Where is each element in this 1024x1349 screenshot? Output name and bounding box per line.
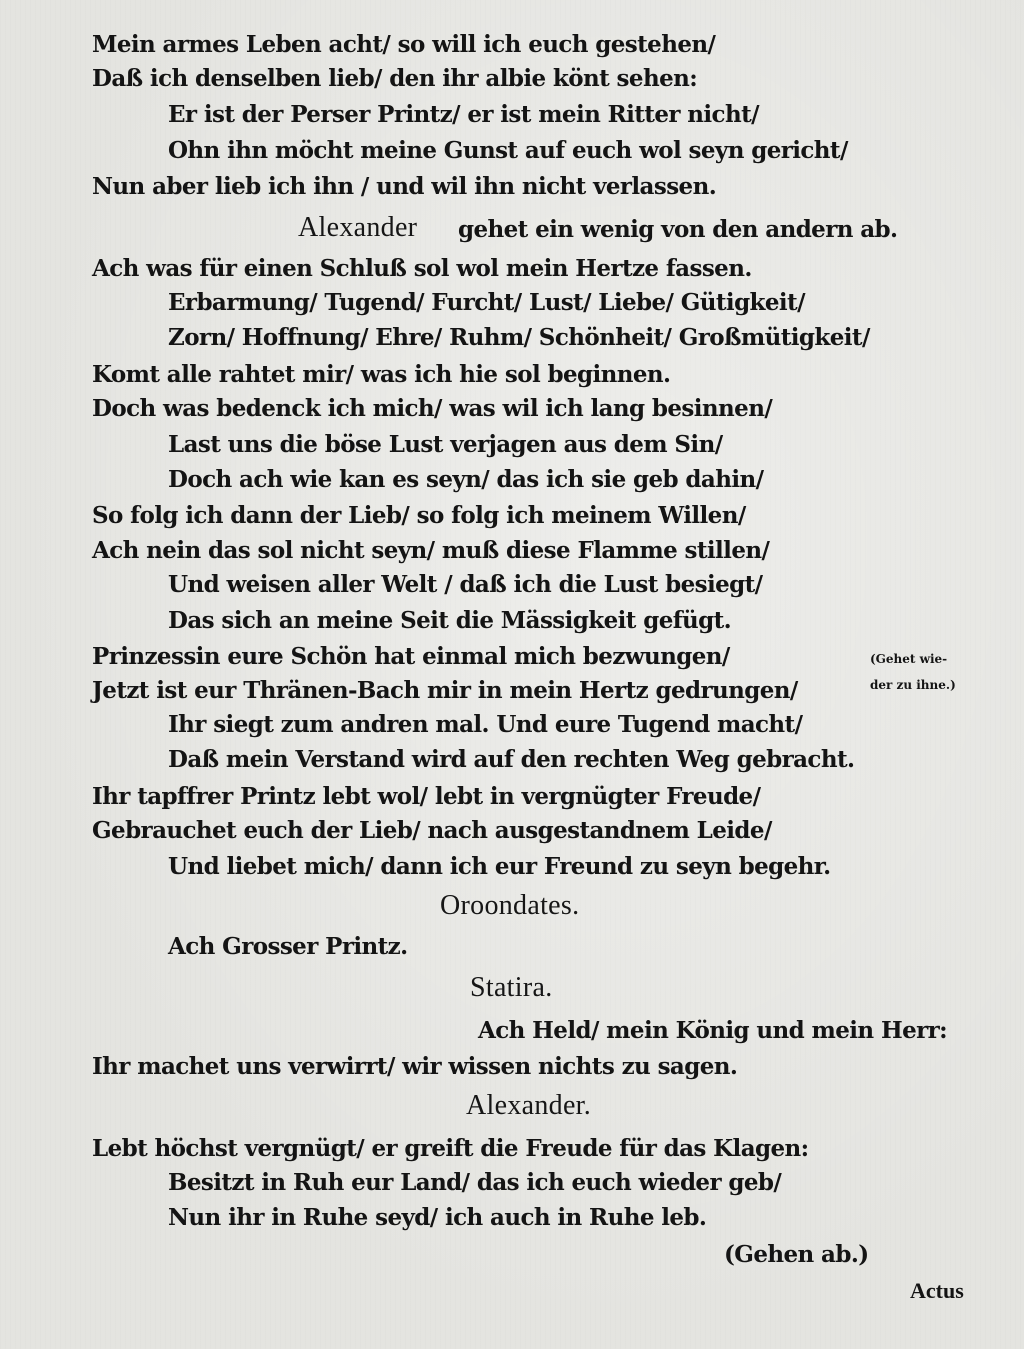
verse-line: Er ist der Perser Printz/ er ist mein Ritter nicht/ bbox=[168, 101, 759, 128]
verse-line: Erbarmung/ Tugend/ Furcht/ Lust/ Liebe/ Gütigkeit/ bbox=[168, 289, 805, 316]
verse-line: Ach nein das sol nicht seyn/ muß diese Flamme stillen/ bbox=[92, 537, 770, 564]
verse-line: Ach Grosser Printz. bbox=[168, 933, 408, 960]
verse-line: Ihr machet uns verwirrt/ wir wissen nichts zu sagen. bbox=[92, 1053, 738, 1080]
catchword: Actus bbox=[910, 1278, 964, 1303]
verse-line: Doch was bedenck ich mich/ was wil ich lang besinnen/ bbox=[92, 395, 773, 422]
verse-line: Und weisen aller Welt / daß ich die Lust besiegt/ bbox=[168, 571, 763, 598]
verse-line: Das sich an meine Seit die Mässigkeit gefügt. bbox=[168, 607, 732, 634]
verse-line: Nun ihr in Ruhe seyd/ ich auch in Ruhe leb. bbox=[168, 1204, 707, 1231]
verse-line: Und liebet mich/ dann ich eur Freund zu seyn begehr. bbox=[168, 853, 831, 880]
verse-line: Gebrauchet euch der Lieb/ nach ausgestandnem Leide/ bbox=[92, 817, 772, 844]
speaker-statira: Statira. bbox=[470, 972, 553, 1003]
verse-line: Besitzt in Ruh eur Land/ das ich euch wieder geb/ bbox=[168, 1169, 782, 1196]
side-stage-note: der zu ihne.) bbox=[870, 678, 956, 692]
verse-line: Ihr siegt zum andren mal. Und eure Tugend macht/ bbox=[168, 711, 803, 738]
verse-line: Prinzessin eure Schön hat einmal mich bezwungen/ bbox=[92, 643, 730, 670]
verse-line: Last uns die böse Lust verjagen aus dem Sin/ bbox=[168, 431, 723, 458]
verse-line: Komt alle rahtet mir/ was ich hie sol beginnen. bbox=[92, 361, 671, 388]
verse-line: Ach was für einen Schluß sol wol mein Hertze fassen. bbox=[92, 255, 752, 282]
verse-line: Mein armes Leben acht/ so will ich euch gestehen/ bbox=[92, 31, 716, 58]
verse-line: Doch ach wie kan es seyn/ das ich sie geb dahin/ bbox=[168, 466, 764, 493]
verse-line: Ohn ihn möcht meine Gunst auf euch wol seyn gericht/ bbox=[168, 137, 848, 164]
verse-line: Nun aber lieb ich ihn / und wil ihn nicht verlassen. bbox=[92, 173, 717, 200]
exit-stage-direction: (Gehen ab.) bbox=[724, 1241, 869, 1268]
stage-direction: gehet ein wenig von den andern ab. bbox=[458, 216, 898, 243]
verse-line: So folg ich dann der Lieb/ so folg ich meinem Willen/ bbox=[92, 502, 746, 529]
verse-line: Daß ich denselben lieb/ den ihr albie könt sehen: bbox=[92, 65, 698, 92]
speaker-alexander: Alexander bbox=[298, 212, 418, 243]
verse-line: Daß mein Verstand wird auf den rechten Weg gebracht. bbox=[168, 746, 855, 773]
verse-line: Jetzt ist eur Thränen-Bach mir in mein Hertz gedrungen/ bbox=[92, 677, 798, 704]
verse-line: Lebt höchst vergnügt/ er greift die Freude für das Klagen: bbox=[92, 1135, 809, 1162]
side-stage-note: (Gehet wie- bbox=[870, 652, 948, 666]
speaker-alexander: Alexander. bbox=[466, 1090, 592, 1121]
speaker-oroondates: Oroondates. bbox=[440, 890, 580, 921]
verse-line: Ihr tapffrer Printz lebt wol/ lebt in vergnügter Freude/ bbox=[92, 783, 761, 810]
verse-line: Ach Held/ mein König und mein Herr: bbox=[478, 1017, 948, 1044]
verse-line: Zorn/ Hoffnung/ Ehre/ Ruhm/ Schönheit/ Großmütigkeit/ bbox=[168, 324, 870, 351]
